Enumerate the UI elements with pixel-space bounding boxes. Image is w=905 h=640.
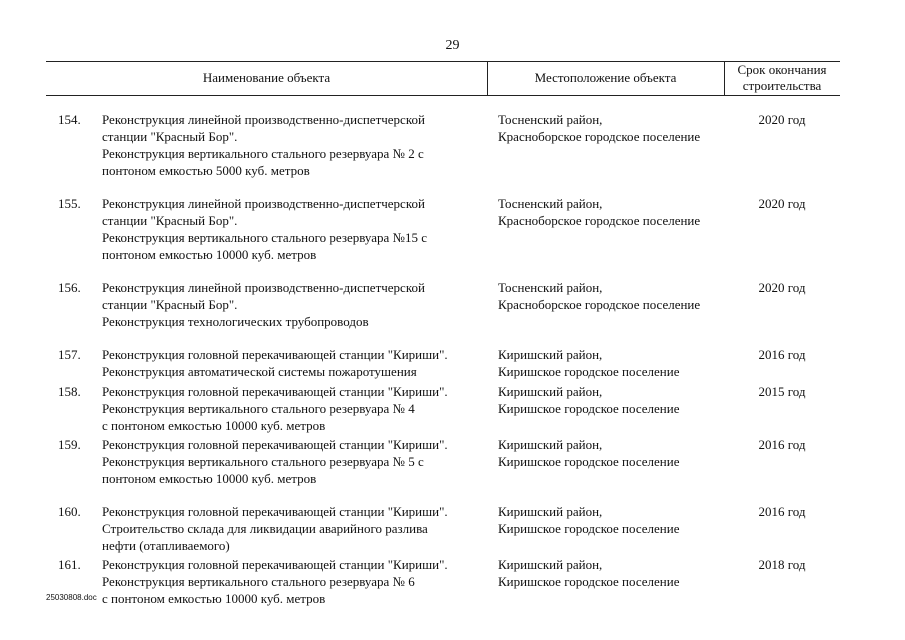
object-name — [102, 503, 492, 554]
column-header-term-line: строительства — [742, 78, 822, 93]
column-header-term — [724, 62, 840, 94]
object-name-line: Реконструкция головной перекачивающей станции "Кириши". — [102, 437, 448, 452]
object-name — [102, 279, 492, 330]
column-header-name: Наименование объекта — [202, 70, 331, 85]
construction-deadline: 2020 год — [758, 112, 806, 127]
object-name — [102, 111, 492, 179]
object-location — [498, 503, 728, 537]
object-location-line: Киришское городское поселение — [498, 454, 680, 469]
object-name-line: с понтоном емкостью 10000 куб. метров — [102, 591, 326, 606]
table-body — [0, 111, 905, 607]
file-name: 25030808.doc — [46, 593, 97, 602]
object-location-line: Киришский район, — [498, 384, 603, 399]
construction-deadline: 2020 год — [758, 280, 806, 295]
object-location-line: Киришский район, — [498, 557, 603, 572]
object-location — [498, 279, 728, 313]
object-name-line: Реконструкция автоматической системы пожаротушения — [102, 364, 417, 379]
object-location-line: Киришский район, — [498, 437, 603, 452]
object-name-line: Реконструкция вертикального стального резервуара № 5 с — [102, 454, 424, 469]
object-name-line: Реконструкция головной перекачивающей станции "Кириши". — [102, 504, 448, 519]
row-number: 157. — [58, 347, 81, 362]
object-name — [102, 556, 492, 607]
row-number: 155. — [58, 196, 81, 211]
object-name — [102, 436, 492, 487]
object-name-line: станции "Красный Бор". — [102, 213, 238, 228]
object-name — [102, 195, 492, 263]
object-name-line: Реконструкция вертикального стального резервуара № 2 с — [102, 146, 424, 161]
column-header-location: Местоположение объекта — [534, 70, 677, 85]
table-row — [0, 383, 905, 434]
object-name-line: Реконструкция технологических трубопроводов — [102, 314, 369, 329]
object-name — [102, 346, 492, 380]
row-number: 156. — [58, 280, 81, 295]
object-name-line: понтоном емкостью 5000 куб. метров — [102, 163, 310, 178]
construction-deadline: 2018 год — [758, 557, 806, 572]
table-header-bottom-rule — [46, 95, 840, 96]
object-location-line: Тосненский район, — [498, 196, 603, 211]
object-name-line: Строительство склада для ликвидации аварийного разлива — [102, 521, 428, 536]
object-location — [498, 111, 728, 145]
object-location — [498, 556, 728, 590]
table-row — [0, 503, 905, 554]
object-location — [498, 436, 728, 470]
row-number: 158. — [58, 384, 81, 399]
object-name-line: с понтоном емкостью 10000 куб. метров — [102, 418, 326, 433]
object-location-line: Киришское городское поселение — [498, 574, 680, 589]
object-name-line: Реконструкция вертикального стального резервуара № 6 — [102, 574, 415, 589]
object-name-line: станции "Красный Бор". — [102, 129, 238, 144]
table-row — [0, 111, 905, 179]
object-location-line: Киришское городское поселение — [498, 521, 680, 536]
row-number: 161. — [58, 557, 81, 572]
table-row — [0, 346, 905, 380]
table-row — [0, 195, 905, 263]
object-name-line: Реконструкция головной перекачивающей станции "Кириши". — [102, 557, 448, 572]
object-location — [498, 383, 728, 417]
object-name-line: понтоном емкостью 10000 куб. метров — [102, 247, 317, 262]
table-header-top-rule — [46, 61, 840, 62]
object-location-line: Киришское городское поселение — [498, 364, 680, 379]
object-location — [498, 195, 728, 229]
object-location-line: Тосненский район, — [498, 280, 603, 295]
object-name-line: Реконструкция линейной производственно-диспетчерской — [102, 280, 425, 295]
construction-deadline: 2016 год — [758, 437, 806, 452]
object-location-line: Красноборское городское поселение — [498, 129, 701, 144]
construction-deadline: 2015 год — [758, 384, 806, 399]
object-name-line: понтоном емкостью 10000 куб. метров — [102, 471, 317, 486]
page-number: 29 — [445, 38, 460, 53]
table-row — [0, 279, 905, 330]
object-name-line: Реконструкция линейной производственно-диспетчерской — [102, 112, 425, 127]
table-row — [0, 556, 905, 607]
table-row — [0, 436, 905, 487]
construction-deadline: 2016 год — [758, 504, 806, 519]
column-header-term-line: Срок окончания — [737, 62, 827, 77]
object-location-line: Киришский район, — [498, 347, 603, 362]
object-location-line: Киришский район, — [498, 504, 603, 519]
row-number: 159. — [58, 437, 81, 452]
object-name-line: станции "Красный Бор". — [102, 297, 238, 312]
object-name-line: Реконструкция линейной производственно-диспетчерской — [102, 196, 425, 211]
object-location — [498, 346, 728, 380]
object-name-line: Реконструкция головной перекачивающей станции "Кириши". — [102, 384, 448, 399]
object-location-line: Тосненский район, — [498, 112, 603, 127]
object-location-line: Красноборское городское поселение — [498, 297, 701, 312]
construction-deadline: 2016 год — [758, 347, 806, 362]
object-name-line: нефти (отапливаемого) — [102, 538, 230, 553]
row-number: 154. — [58, 112, 81, 127]
row-number: 160. — [58, 504, 81, 519]
construction-deadline: 2020 год — [758, 196, 806, 211]
object-name — [102, 383, 492, 434]
object-location-line: Киришское городское поселение — [498, 401, 680, 416]
object-name-line: Реконструкция головной перекачивающей станции "Кириши". — [102, 347, 448, 362]
object-name-line: Реконструкция вертикального стального резервуара № 4 — [102, 401, 415, 416]
object-location-line: Красноборское городское поселение — [498, 213, 701, 228]
object-name-line: Реконструкция вертикального стального резервуара №15 с — [102, 230, 427, 245]
